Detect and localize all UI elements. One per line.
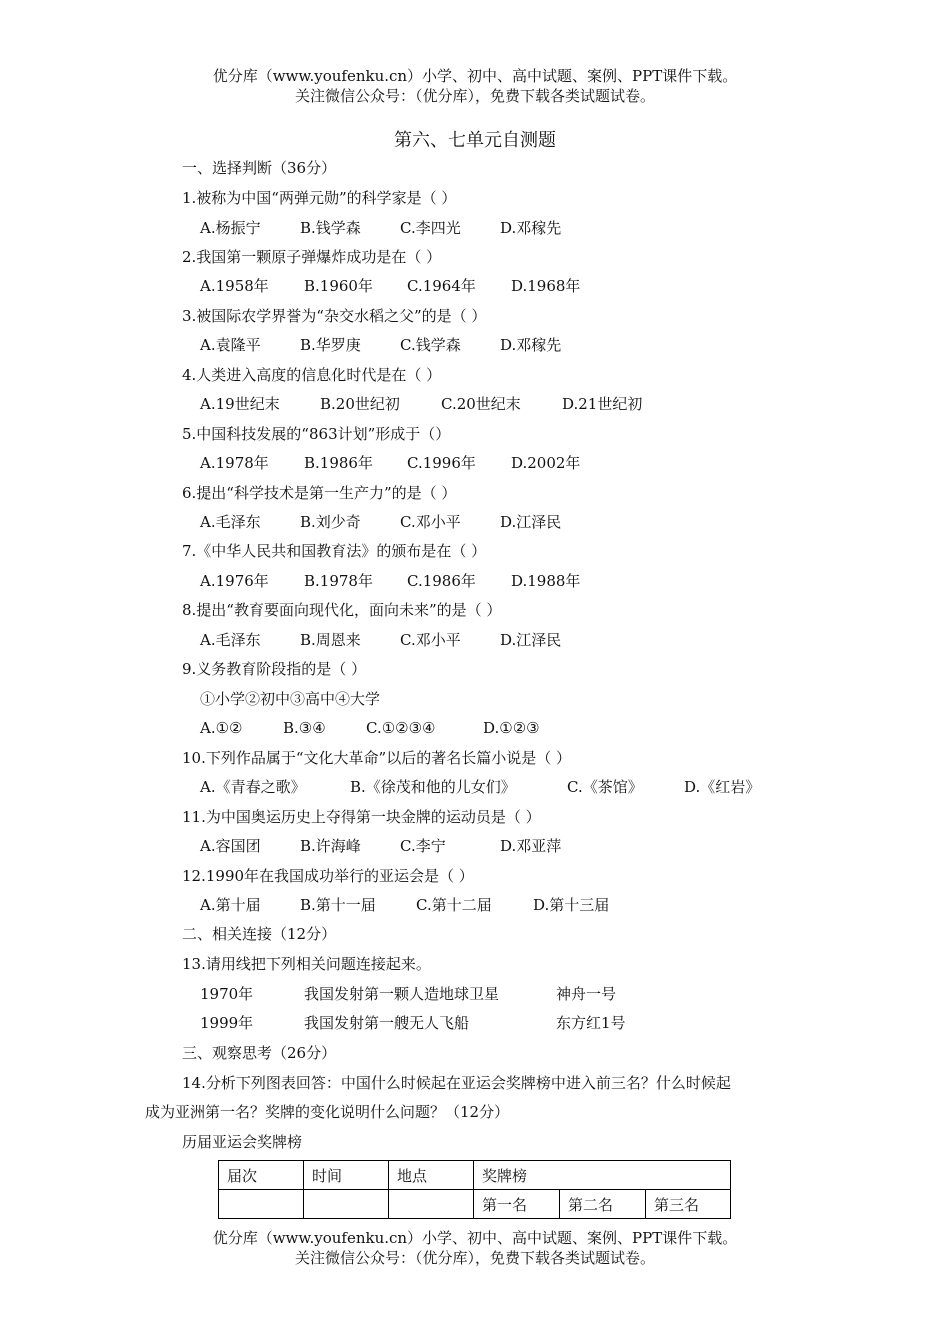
question-2-option-d: D.1968年 bbox=[511, 277, 581, 295]
question-9-option-b: B.③④ bbox=[283, 719, 326, 737]
table-cell-empty bbox=[304, 1190, 389, 1219]
question-2-option-c: C.1964年 bbox=[407, 277, 476, 295]
question-10: 10.下列作品属于“文化大革命”以后的著名长篇小说是（ ） bbox=[182, 749, 571, 767]
question-5: 5.中国科技发展的“863计划”形成于（） bbox=[182, 425, 451, 443]
table-subheader-third: 第三名 bbox=[646, 1190, 731, 1219]
question-1: 1.被称为中国“两弹元勋”的科学家是（ ） bbox=[182, 189, 457, 207]
question-11-option-a: A.容国团 bbox=[200, 837, 261, 855]
table-header-place: 地点 bbox=[389, 1161, 474, 1190]
question-7-option-c: C.1986年 bbox=[407, 572, 476, 590]
question-8-option-b: B.周恩来 bbox=[300, 631, 361, 649]
question-8-option-a: A.毛泽东 bbox=[200, 631, 261, 649]
question-3-option-d: D.邓稼先 bbox=[500, 336, 562, 354]
question-7-option-d: D.1988年 bbox=[511, 572, 581, 590]
question-1-option-c: C.李四光 bbox=[400, 219, 461, 237]
table-subheader-second: 第二名 bbox=[560, 1190, 646, 1219]
match-middle-1: 我国发射第一颗人造地球卫星 bbox=[304, 985, 500, 1003]
question-4: 4.人类进入高度的信息化时代是在（ ） bbox=[182, 366, 442, 384]
section-heading-2: 二、相关连接（12分） bbox=[182, 925, 337, 943]
question-6-option-b: B.刘少奇 bbox=[300, 513, 361, 531]
table-cell-empty bbox=[389, 1190, 474, 1219]
question-7: 7.《中华人民共和国教育法》的颁布是在（ ） bbox=[182, 542, 487, 560]
header-line-2: 关注微信公众号：（优分库），免费下载各类试题试卷。 bbox=[294, 87, 655, 105]
footer-line-1: 优分库（www.youfenku.cn）小学、初中、高中试题、案例、PPT课件下载。 bbox=[212, 1229, 738, 1247]
section-heading-1: 一、选择判断（36分） bbox=[182, 159, 337, 177]
match-middle-2: 我国发射第一艘无人飞船 bbox=[304, 1014, 470, 1032]
question-3-option-a: A.袁隆平 bbox=[200, 336, 261, 354]
table-header-medals: 奖牌榜 bbox=[474, 1161, 731, 1190]
question-12: 12.1990年在我国成功举行的亚运会是（ ） bbox=[182, 867, 474, 885]
question-1-option-a: A.杨振宁 bbox=[200, 219, 261, 237]
question-2-option-b: B.1960年 bbox=[304, 277, 373, 295]
question-11: 11.为中国奥运历史上夺得第一块金牌的运动员是（ ） bbox=[182, 808, 541, 826]
question-10-option-a: A.《青春之歌》 bbox=[200, 778, 306, 796]
match-right-2: 东方红1号 bbox=[556, 1014, 626, 1032]
question-11-option-d: D.邓亚萍 bbox=[500, 837, 562, 855]
table-subheader-first: 第一名 bbox=[474, 1190, 560, 1219]
question-1-option-d: D.邓稼先 bbox=[500, 219, 562, 237]
question-6-option-c: C.邓小平 bbox=[400, 513, 461, 531]
question-12-option-d: D.第十三届 bbox=[533, 896, 610, 914]
question-5-option-b: B.1986年 bbox=[304, 454, 373, 472]
question-4-option-b: B.20世纪初 bbox=[320, 395, 400, 413]
page-title: 第六、七单元自测题 bbox=[394, 130, 556, 151]
question-11-option-b: B.许海峰 bbox=[300, 837, 361, 855]
question-6-option-a: A.毛泽东 bbox=[200, 513, 261, 531]
question-9-option-d: D.①②③ bbox=[483, 719, 540, 737]
section-heading-3: 三、观察思考（26分） bbox=[182, 1044, 337, 1062]
question-5-option-a: A.1978年 bbox=[200, 454, 269, 472]
question-12-option-c: C.第十二届 bbox=[416, 896, 492, 914]
table-header-session: 届次 bbox=[219, 1161, 304, 1190]
question-3-option-c: C.钱学森 bbox=[400, 336, 461, 354]
question-14-line-2: 成为亚洲第一名？奖牌的变化说明什么问题？（12分） bbox=[145, 1103, 510, 1121]
table-caption: 历届亚运会奖牌榜 bbox=[182, 1133, 303, 1151]
header-line-1: 优分库（www.youfenku.cn）小学、初中、高中试题、案例、PPT课件下载。 bbox=[212, 67, 738, 85]
question-6-option-d: D.江泽民 bbox=[500, 513, 562, 531]
question-6: 6.提出“科学技术是第一生产力”的是（ ） bbox=[182, 484, 457, 502]
question-7-option-a: A.1976年 bbox=[200, 572, 269, 590]
question-9-option-c: C.①②③④ bbox=[366, 719, 436, 737]
question-12-option-b: B.第十一届 bbox=[300, 896, 376, 914]
match-right-1: 神舟一号 bbox=[556, 985, 617, 1003]
question-2-option-a: A.1958年 bbox=[200, 277, 269, 295]
question-9-option-a: A.①② bbox=[200, 719, 243, 737]
question-2: 2.我国第一颗原子弹爆炸成功是在（ ） bbox=[182, 248, 442, 266]
question-10-option-b: B.《徐茂和他的儿女们》 bbox=[350, 778, 516, 796]
footer-line-2: 关注微信公众号：（优分库），免费下载各类试题试卷。 bbox=[294, 1249, 655, 1267]
question-4-option-a: A.19世纪末 bbox=[200, 395, 280, 413]
question-4-option-c: C.20世纪末 bbox=[441, 395, 521, 413]
question-5-option-d: D.2002年 bbox=[511, 454, 581, 472]
question-1-option-b: B.钱学森 bbox=[300, 219, 361, 237]
question-5-option-c: C.1996年 bbox=[407, 454, 476, 472]
match-left-2: 1999年 bbox=[200, 1014, 254, 1032]
question-9-items: ①小学②初中③高中④大学 bbox=[200, 690, 381, 708]
question-11-option-c: C.李宁 bbox=[400, 837, 446, 855]
question-8-option-d: D.江泽民 bbox=[500, 631, 562, 649]
question-4-option-d: D.21世纪初 bbox=[562, 395, 643, 413]
question-10-option-c: C.《茶馆》 bbox=[567, 778, 643, 796]
question-8: 8.提出“教育要面向现代化，面向未来”的是（ ） bbox=[182, 601, 502, 619]
question-13: 13.请用线把下列相关问题连接起来。 bbox=[182, 955, 431, 973]
question-10-option-d: D.《红岩》 bbox=[684, 778, 761, 796]
medal-table bbox=[218, 1160, 731, 1219]
question-12-option-a: A.第十届 bbox=[200, 896, 261, 914]
question-9: 9.义务教育阶段指的是（ ） bbox=[182, 660, 367, 678]
question-8-option-c: C.邓小平 bbox=[400, 631, 461, 649]
table-header-time: 时间 bbox=[304, 1161, 389, 1190]
match-left-1: 1970年 bbox=[200, 985, 254, 1003]
question-7-option-b: B.1978年 bbox=[304, 572, 373, 590]
question-3-option-b: B.华罗庚 bbox=[300, 336, 361, 354]
question-14-line-1: 14.分析下列图表回答：中国什么时候起在亚运会奖牌榜中进入前三名？什么时候起 bbox=[182, 1074, 731, 1092]
question-3: 3.被国际农学界誉为“杂交水稻之父”的是（ ） bbox=[182, 307, 487, 325]
table-cell-empty bbox=[219, 1190, 304, 1219]
